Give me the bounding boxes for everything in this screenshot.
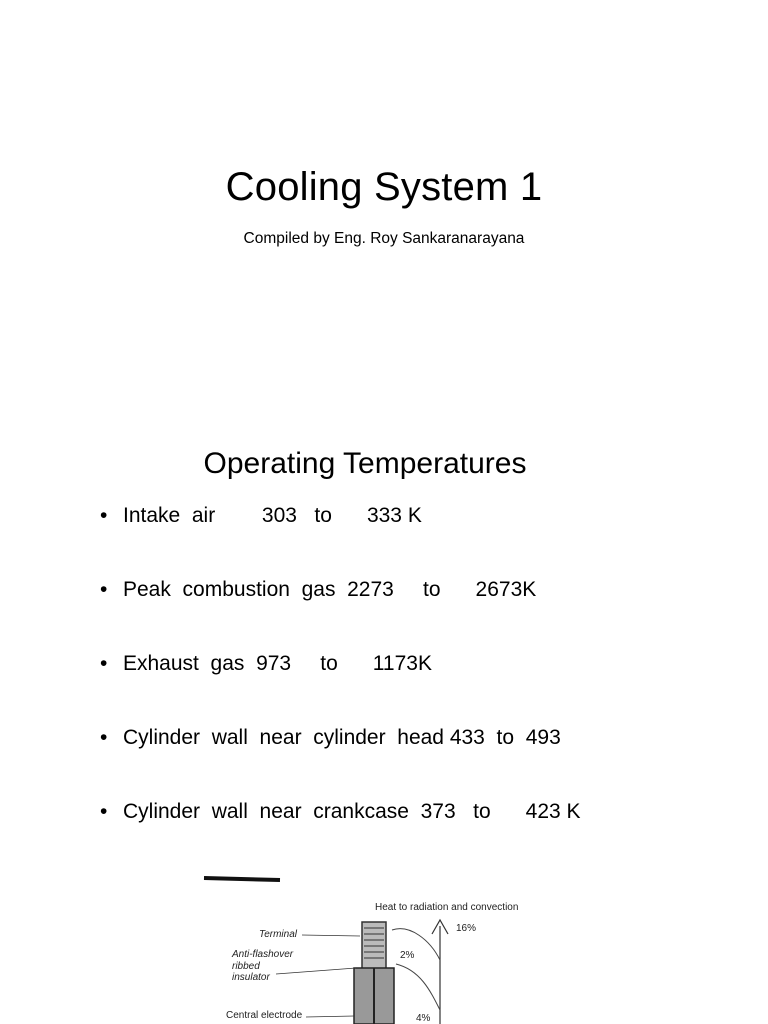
operating-temperatures-slide (0, 400, 768, 840)
anti-flashover-label: Anti-flashover (232, 949, 294, 960)
bullet-text: Cylinder wall near cylinder head 433 to 493 (123, 726, 561, 749)
bullet-text: Intake air 303 to 333 K (123, 504, 422, 527)
bullet-icon: • (100, 504, 108, 527)
insulator-label: insulator (232, 972, 270, 983)
bullet-text: Exhaust gas 973 to 1173K (123, 652, 432, 675)
bullet-icon: • (100, 800, 108, 823)
ribbed-label: ribbed (232, 961, 260, 972)
bullet-text: Cylinder wall near crankcase 373 to 423 K (123, 800, 581, 823)
bullet-icon: • (100, 578, 108, 601)
central-electrode-label: Central electrode (226, 1010, 303, 1021)
spark-plug-heat-figure-slide (0, 860, 768, 1024)
percentage-label: 4% (416, 1013, 431, 1024)
figure-heading: Heat to radiation and convection (375, 902, 519, 913)
slide-title: Cooling System 1 (225, 165, 543, 209)
scan-mark (204, 878, 280, 880)
heat-flow-curve (396, 964, 440, 1010)
leader-line (302, 935, 360, 936)
spark-plug-diagram (0, 860, 768, 1024)
leader-line (306, 1016, 354, 1017)
list-item (100, 726, 561, 800)
percentage-label: 2% (400, 950, 415, 961)
slide-subtitle: Compiled by Eng. Roy Sankaranarayana (243, 230, 525, 247)
leader-line (276, 968, 356, 974)
list-item (100, 578, 537, 652)
bullet-icon: • (100, 726, 108, 749)
bullet-list (100, 504, 581, 874)
bullet-text: Peak combustion gas 2273 to 2673K (123, 578, 537, 601)
list-item (100, 504, 422, 578)
bullet-icon: • (100, 652, 108, 675)
slide-title: Operating Temperatures (203, 447, 527, 480)
title-slide (0, 0, 768, 400)
percentage-label: 16% (456, 923, 477, 934)
list-item (100, 652, 432, 726)
terminal-label: Terminal (259, 929, 297, 940)
